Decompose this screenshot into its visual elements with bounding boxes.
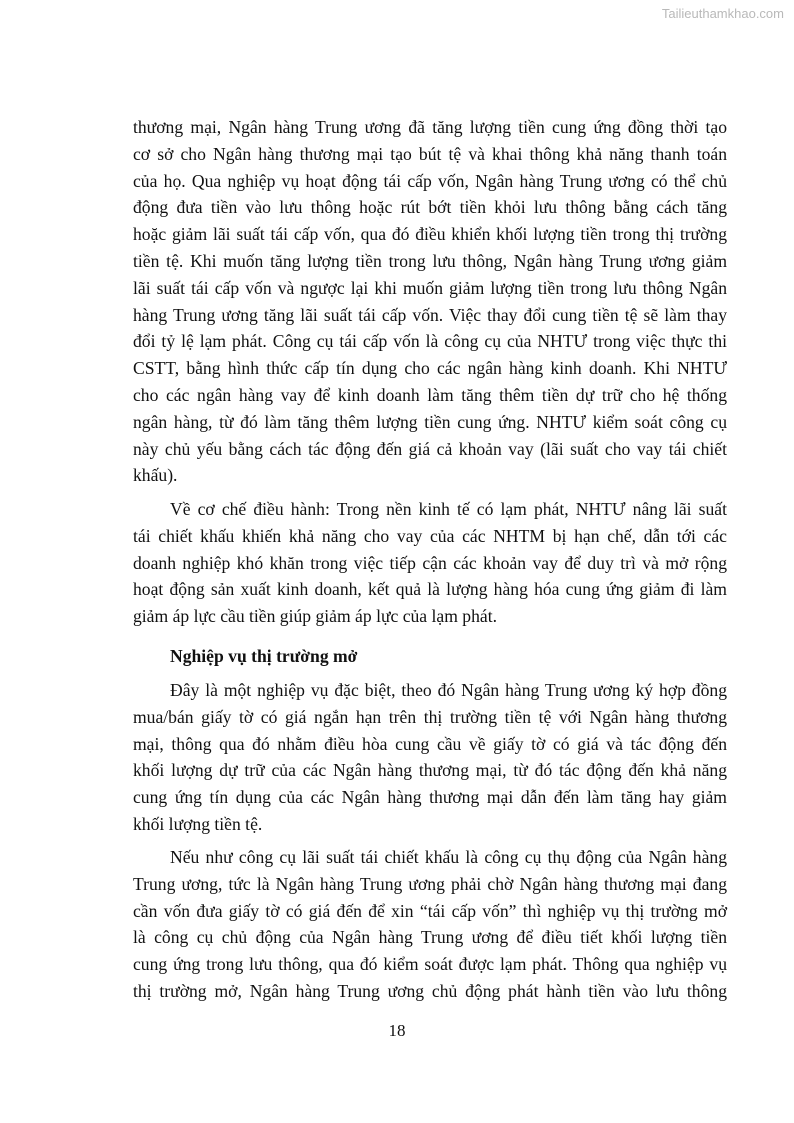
text-line: là công cụ chủ động của Ngân hàng Trung ương để điều tiết khối lượng tiền — [133, 927, 727, 948]
section-heading: Nghiệp vụ thị trường mở — [170, 646, 358, 666]
text-line: khối lượng dự trữ của các Ngân hàng thương mại, từ đó tác động đến khả năng — [133, 760, 727, 781]
text-line: ngân hàng, từ đó làm tăng thêm lượng tiền cung ứng. NHTƯ kiểm soát công cụ — [133, 411, 727, 432]
text-line: tiền tệ. Khi muốn tăng lượng tiền trong lưu thông, Ngân hàng Trung ương giảm — [133, 250, 727, 271]
text-line: mại, thông qua đó nhằm điều hòa cung cầu về giấy tờ có giá và tác động đến — [133, 733, 727, 754]
text-line: hàng Trung ương tăng lãi suất tái cấp vốn. Việc thay đổi cung tiền tệ sẽ làm thay — [133, 304, 727, 325]
text-line: giảm áp lực cầu tiền giúp giảm áp lực của lạm phát. — [133, 606, 497, 627]
text-line: của họ. Qua nghiệp vụ hoạt động tái cấp vốn, Ngân hàng Trung ương có thể chủ — [133, 170, 727, 191]
text-line: Đây là một nghiệp vụ đặc biệt, theo đó Ngân hàng Trung ương ký hợp đồng — [170, 680, 727, 700]
paragraph-1 — [133, 114, 727, 489]
text-line: lãi suất tái cấp vốn và ngược lại khi muốn giảm lượng tiền trong lưu thông Ngân — [133, 277, 727, 298]
text-line: cung ứng tín dụng của các Ngân hàng thương mại dẫn đến làm tăng hay giảm — [133, 787, 727, 808]
text-line: đổi tỷ lệ lạm phát. Công cụ tái cấp vốn là công cụ của NHTƯ trong việc thực thi — [133, 331, 727, 352]
text-line: động đưa tiền vào lưu thông hoặc rút bớt tiền khỏi lưu thông bằng cách tăng — [133, 197, 727, 218]
text-line: mua/bán giấy tờ có giá ngắn hạn trên thị trường tiền tệ với Ngân hàng thương — [133, 706, 727, 727]
text-line: cơ sở cho Ngân hàng thương mại tạo bút tệ và khai thông khả năng thanh toán — [133, 143, 727, 164]
text-line: khối lượng tiền tệ. — [133, 813, 263, 834]
watermark: Tailieuthamkhao.com — [661, 6, 784, 21]
text-line: cần vốn đưa giấy tờ có giá đến để xin “tái cấp vốn” thì nghiệp vụ thị trường mở — [133, 900, 727, 921]
text-line: cung ứng trong lưu thông, qua đó kiểm soát được lạm phát. Thông qua nghiệp vụ — [133, 954, 727, 975]
text-line: khấu). — [133, 465, 178, 486]
text-line: CSTT, bằng hình thức cấp tín dụng cho các ngân hàng kinh doanh. Khi NHTƯ — [133, 358, 727, 379]
text-line: này chủ yếu bằng cách tác động đến giá cả khoản vay (lãi suất cho vay tái chiết — [133, 438, 727, 459]
text-line: thị trường mở, Ngân hàng Trung ương chủ động phát hành tiền vào lưu thông — [133, 980, 727, 1001]
text-line: cho các ngân hàng vay để kinh doanh làm tăng thêm tiền dự trữ cho hệ thống — [133, 384, 727, 405]
text-line: Trung ương, tức là Ngân hàng Trung ương phải chờ Ngân hàng thương mại đang — [133, 873, 727, 894]
paragraph-4 — [133, 844, 727, 1005]
text-line: tái chiết khấu khiến khả năng cho vay của các NHTM bị hạn chế, dẫn tới các — [133, 525, 727, 546]
text-line: Nếu như công cụ lãi suất tái chiết khấu là công cụ thụ động của Ngân hàng — [170, 847, 727, 867]
text-line: hoạt động sản xuất kinh doanh, kết quả là lượng hàng hóa cung ứng giảm đi làm — [133, 579, 727, 600]
text-line: doanh nghiệp khó khăn trong việc tiếp cận các khoản vay để duy trì và mở rộng — [133, 552, 727, 573]
text-line: Về cơ chế điều hành: Trong nền kinh tế có lạm phát, NHTƯ nâng lãi suất — [170, 499, 727, 519]
text-line: hoặc giảm lãi suất tái cấp vốn, qua đó điều khiển khối lượng tiền trong thị trường — [133, 224, 727, 245]
page-number: 18 — [388, 1021, 406, 1040]
paragraph-2 — [133, 496, 727, 630]
paragraph-3 — [133, 677, 727, 838]
text-line: thương mại, Ngân hàng Trung ương đã tăng lượng tiền cung ứng đồng thời tạo — [133, 117, 727, 137]
